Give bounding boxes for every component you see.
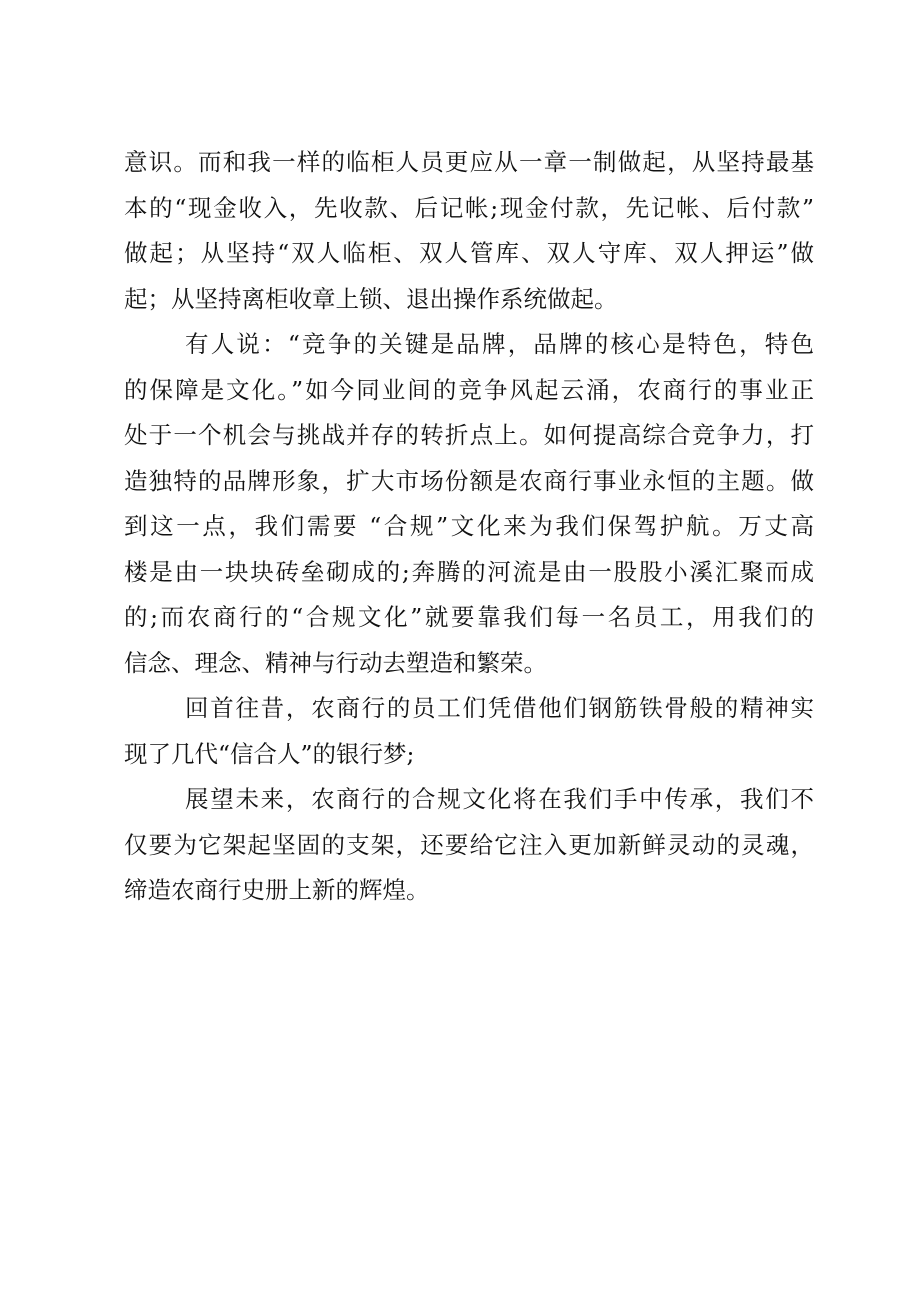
paragraph-first-line: 展望未来，农商行的合规文化将在我们手中传承，我们不: [185, 785, 814, 813]
paragraph-first-line: 回首往昔，农商行的员工们凭借他们钢筋铁骨般的精神实: [185, 694, 814, 722]
text-line: 缔造农商行史册上新的辉煌。: [124, 876, 430, 904]
text-line: 的保障是文化。”如今同业间的竞争风起云涌，农商行的事业正: [124, 375, 814, 404]
text-line: 本的“现金收入，先收款、后记帐;现金付款，先记帐、后付款”: [124, 193, 814, 222]
text-line: 造独特的品牌形象，扩大市场份额是农商行事业永恒的主题。做: [124, 466, 814, 495]
paragraph-first-line: 有人说：“竞争的关键是品牌，品牌的核心是特色，特色: [185, 330, 814, 358]
text-line: 到这一点，我们需要 “合规”文化来为我们保驾护航。万丈高: [124, 512, 814, 540]
text-line: 仅要为它架起坚固的支架，还要给它注入更加新鲜灵动的灵魂，: [124, 830, 814, 859]
text-line: 的;而农商行的“合规文化”就要靠我们每一名员工，用我们的: [124, 603, 814, 631]
text-line: 信念、理念、精神与行动去塑造和繁荣。: [124, 648, 547, 677]
text-line: 起；从坚持离柜收章上锁、退出操作系统做起。: [124, 284, 618, 313]
text-line: 意识。而和我一样的临柜人员更应从一章一制做起，从坚持最基: [124, 148, 814, 176]
body-text: [124, 140, 814, 914]
text-line: 现了几代“信合人”的银行梦;: [124, 739, 415, 768]
text-line: 做起；从坚持“双人临柜、双人管库、双人守库、双人押运”做: [124, 239, 814, 267]
text-line: 楼是由一块块砖垒砌成的;奔腾的河流是由一股股小溪汇聚而成: [124, 557, 814, 586]
text-line: 处于一个机会与挑战并存的转折点上。如何提高综合竞争力，打: [124, 421, 814, 449]
